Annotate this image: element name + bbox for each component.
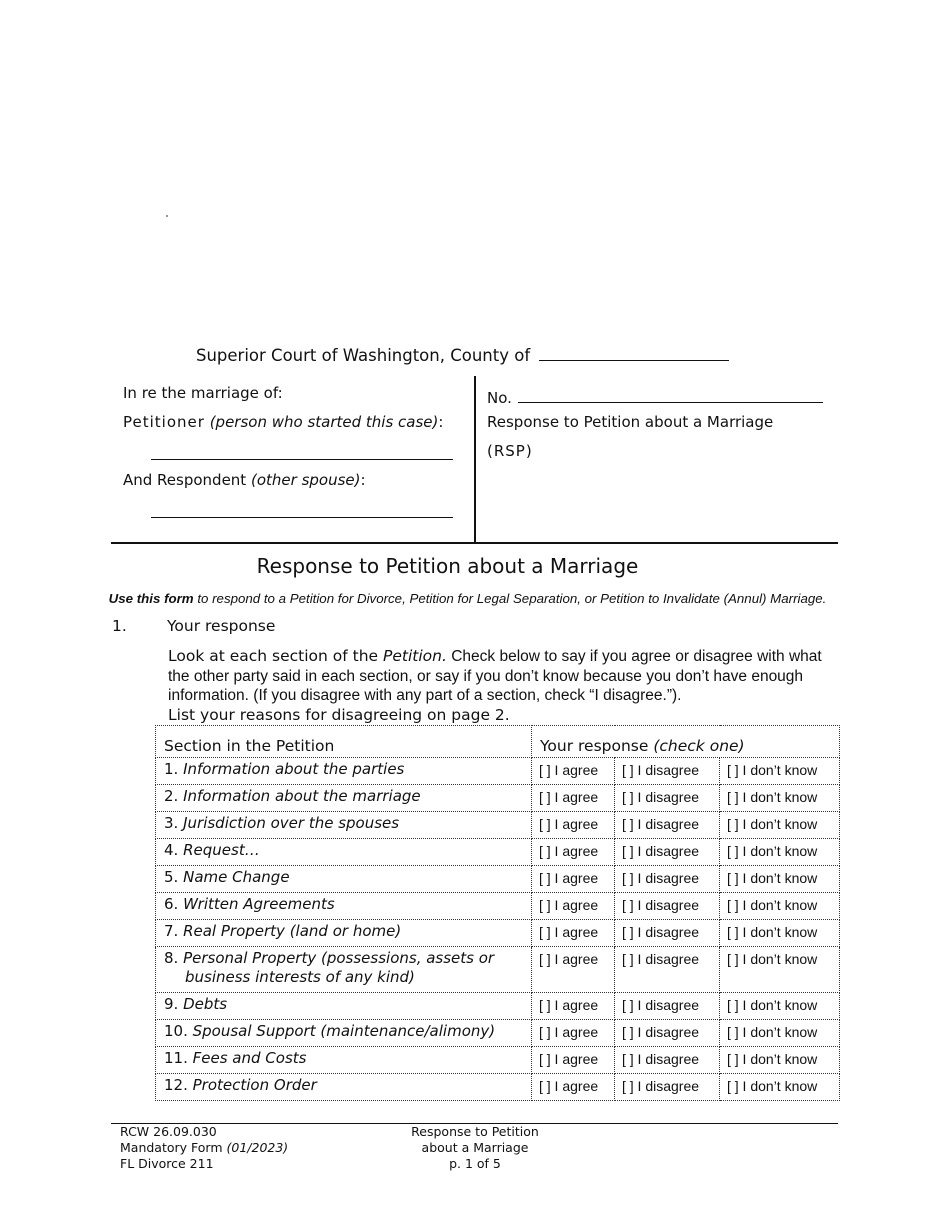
agree-option-checkbox[interactable]: [ ] I agree	[532, 866, 615, 893]
disagree-option-checkbox[interactable]: [ ] I disagree	[615, 893, 720, 920]
disagree-option-checkbox[interactable]: [ ] I disagree	[615, 993, 720, 1020]
dont-know-option-checkbox[interactable]: [ ] I don’t know	[720, 1074, 840, 1101]
agree-option-checkbox[interactable]: [ ] I agree	[532, 1020, 615, 1047]
section-number: 4.	[164, 841, 179, 859]
dont-know-option-checkbox[interactable]: [ ] I don’t know	[720, 1047, 840, 1074]
agree-option-checkbox[interactable]: [ ] I agree	[532, 1047, 615, 1074]
section-cell	[156, 920, 532, 947]
disagree-option-checkbox[interactable]: [ ] I disagree	[615, 785, 720, 812]
dont-know-option-checkbox[interactable]: [ ] I don’t know	[720, 758, 840, 785]
court-title: Superior Court of Washington, County of	[196, 346, 531, 365]
caption-bottom-rule	[111, 542, 838, 544]
section-cell	[156, 758, 532, 785]
section-number: 2.	[164, 787, 179, 805]
section-number: 3.	[164, 814, 179, 832]
section-1-instructions: Look at each section of the Petition. Check below to say if you agree or disagree with what the other party said in each section, or say if you don’t know because you don’t have enough information. (If you disagree with any part of a section, check “I disagree.”). List your reasons for disagreeing on page 2.	[168, 647, 822, 724]
petitioner-line: Petitioner (person who started this case):	[123, 413, 444, 431]
section-number: 12.	[164, 1076, 188, 1094]
agree-option-checkbox[interactable]: [ ] I agree	[532, 758, 615, 785]
footer-page: p. 1 of 5	[449, 1156, 501, 1171]
table-row	[156, 866, 840, 893]
dont-know-option-checkbox[interactable]: [ ] I don’t know	[720, 785, 840, 812]
table-row	[156, 1020, 840, 1047]
agree-option-checkbox[interactable]: [ ] I agree	[532, 993, 615, 1020]
caption-doc-code: (RSP)	[487, 442, 533, 460]
dont-know-option-checkbox[interactable]: [ ] I don’t know	[720, 866, 840, 893]
section-number: 11.	[164, 1049, 188, 1067]
case-number-line: No.	[487, 384, 827, 413]
disagree-option-checkbox[interactable]: [ ] I disagree	[615, 947, 720, 993]
agree-option-checkbox[interactable]: [ ] I agree	[532, 947, 615, 993]
respondent-name-line[interactable]	[151, 517, 453, 518]
in-re-line: In re the marriage of:	[123, 384, 283, 402]
respondent-line: And Respondent (other spouse):	[123, 471, 366, 489]
dont-know-option-checkbox[interactable]: [ ] I don’t know	[720, 920, 840, 947]
agree-option-checkbox[interactable]: [ ] I agree	[532, 839, 615, 866]
agree-option-checkbox[interactable]: [ ] I agree	[532, 920, 615, 947]
section-number: 8.	[164, 949, 179, 967]
use-this-form-note: Use this form to respond to a Petition for Divorce, Petition for Legal Separation, or Petition to Invalidate (Annul) Marriage.	[108, 591, 827, 606]
section-cell	[156, 812, 532, 839]
section-number: 7.	[164, 922, 179, 940]
section-cell	[156, 866, 532, 893]
disagree-option-checkbox[interactable]: [ ] I disagree	[615, 1020, 720, 1047]
footer-doc-line-2: about a Marriage	[421, 1140, 529, 1155]
section-name: Debts	[183, 995, 228, 1013]
section-name: Information about the marriage	[183, 787, 421, 805]
table-row	[156, 785, 840, 812]
section-number: 5.	[164, 868, 179, 886]
disagree-option-checkbox[interactable]: [ ] I disagree	[615, 839, 720, 866]
section-name: Protection Order	[192, 1076, 317, 1094]
table-row	[156, 758, 840, 785]
section-name: Name Change	[183, 868, 290, 886]
agree-option-checkbox[interactable]: [ ] I agree	[532, 1074, 615, 1101]
section-name: Spousal Support (maintenance/alimony)	[192, 1022, 496, 1040]
dont-know-option-checkbox[interactable]: [ ] I don’t know	[720, 947, 840, 993]
section-number: 10.	[164, 1022, 188, 1040]
footer-doc-line-1: Response to Petition	[411, 1124, 539, 1139]
disagree-option-checkbox[interactable]: [ ] I disagree	[615, 1047, 720, 1074]
document-title: Response to Petition about a Marriage	[256, 554, 639, 578]
dont-know-option-checkbox[interactable]: [ ] I don’t know	[720, 812, 840, 839]
agree-option-checkbox[interactable]: [ ] I agree	[532, 893, 615, 920]
section-cell	[156, 785, 532, 812]
header-response: Your response (check one)	[532, 726, 840, 758]
petitioner-note: (person who started this case)	[209, 413, 439, 431]
section-cell	[156, 839, 532, 866]
dont-know-option-checkbox[interactable]: [ ] I don’t know	[720, 839, 840, 866]
caption-divider	[474, 376, 476, 544]
section-number: 9.	[164, 995, 179, 1013]
footer-form-id: FL Divorce 211	[120, 1156, 214, 1171]
section-name: Request…	[183, 841, 260, 859]
section-name: Jurisdiction over the spouses	[183, 814, 400, 832]
table-row	[156, 812, 840, 839]
caption-case-info	[487, 384, 827, 460]
table-row	[156, 893, 840, 920]
dont-know-option-checkbox[interactable]: [ ] I don’t know	[720, 893, 840, 920]
disagree-option-checkbox[interactable]: [ ] I disagree	[615, 866, 720, 893]
dont-know-option-checkbox[interactable]: [ ] I don’t know	[720, 993, 840, 1020]
footer-rcw: RCW 26.09.030	[120, 1124, 217, 1139]
section-cell	[156, 1047, 532, 1074]
stray-dot	[166, 215, 168, 217]
disagree-option-checkbox[interactable]: [ ] I disagree	[615, 1074, 720, 1101]
caption-parties	[123, 384, 463, 489]
court-heading	[196, 344, 729, 365]
dont-know-option-checkbox[interactable]: [ ] I don’t know	[720, 1020, 840, 1047]
section-name: Personal Property (possessions, assets or business interests of any kind)	[183, 949, 495, 986]
footer-left	[120, 1124, 288, 1172]
table-row	[156, 1047, 840, 1074]
agree-option-checkbox[interactable]: [ ] I agree	[532, 812, 615, 839]
section-name: Information about the parties	[183, 760, 405, 778]
caption-doc-name: Response to Petition about a Marriage	[487, 413, 774, 431]
section-1-number: 1.	[112, 617, 127, 635]
section-name: Real Property (land or home)	[183, 922, 402, 940]
section-name: Written Agreements	[183, 895, 335, 913]
section-cell	[156, 993, 532, 1020]
table-header-row	[156, 726, 840, 758]
disagree-option-checkbox[interactable]: [ ] I disagree	[615, 812, 720, 839]
table-row	[156, 839, 840, 866]
agree-option-checkbox[interactable]: [ ] I agree	[532, 785, 615, 812]
petitioner-name-line[interactable]	[151, 459, 453, 460]
footer-mandatory: Mandatory Form (01/2023)	[120, 1140, 289, 1155]
section-cell	[156, 893, 532, 920]
disagree-option-checkbox[interactable]: [ ] I disagree	[615, 920, 720, 947]
table-row	[156, 993, 840, 1020]
section-number: 6.	[164, 895, 179, 913]
disagree-option-checkbox[interactable]: [ ] I disagree	[615, 758, 720, 785]
section-name: Fees and Costs	[192, 1049, 307, 1067]
section-cell	[156, 1074, 532, 1101]
section-number: 1.	[164, 760, 179, 778]
county-field-line[interactable]	[539, 344, 729, 361]
section-1-title: Your response	[167, 617, 276, 635]
table-row	[156, 1074, 840, 1101]
footer-center	[400, 1124, 550, 1172]
respondent-note: (other spouse)	[250, 471, 361, 489]
section-cell	[156, 947, 532, 993]
response-table	[155, 725, 840, 1101]
header-section: Section in the Petition	[156, 726, 532, 758]
table-row	[156, 920, 840, 947]
section-cell	[156, 1020, 532, 1047]
table-row	[156, 947, 840, 993]
case-number-field[interactable]	[518, 384, 823, 403]
